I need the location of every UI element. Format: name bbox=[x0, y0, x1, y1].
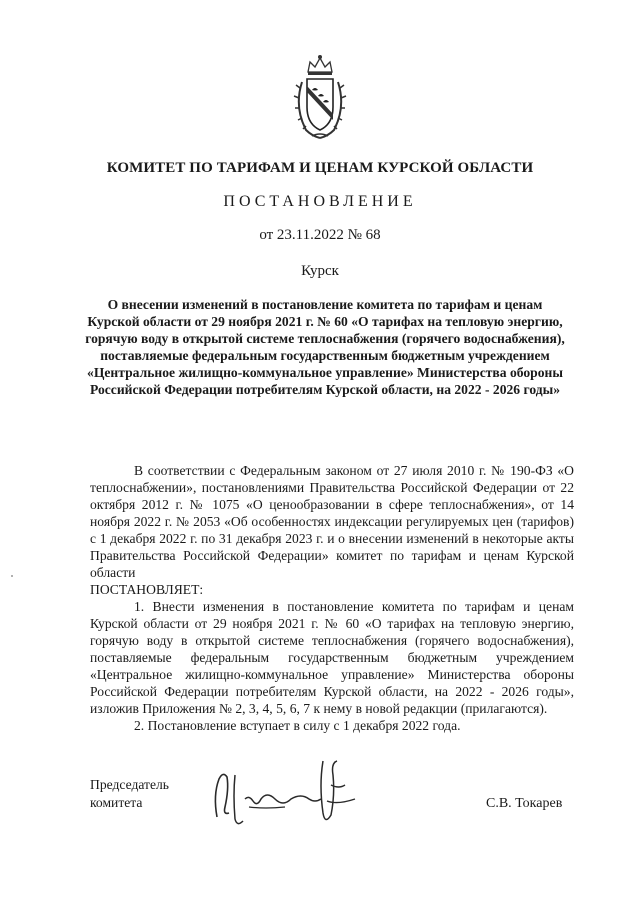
scan-dot-mark bbox=[10, 574, 14, 578]
signatory-title-line-2: комитета bbox=[90, 795, 143, 810]
signatory-title-line-1: Председатель bbox=[90, 777, 169, 792]
item-2-paragraph: 2. Постановление вступает в силу с 1 декабря 2022 года. bbox=[134, 718, 461, 733]
signatory-name: С.В. Токарев bbox=[486, 796, 563, 811]
document-subject: О внесении изменений в постановление комитета по тарифам и ценам Курской области от 29 ноября 2021 г. № 60 «О тарифах на тепловую энергию, горячую воду в открытой системе теплоснабжения (горячего водоснабжения), поставляемые федеральным государственным бюджетным учреждением «Центральное жилищно-коммунальное управление» Министерства обороны Российской Федерации потребителям Курской области, на 2022 - 2026 годы» bbox=[85, 297, 565, 397]
committee-name: КОМИТЕТ ПО ТАРИФАМ И ЦЕНАМ КУРСКОЙ ОБЛАСТИ bbox=[106, 160, 534, 176]
resolves-heading: ПОСТАНОВЛЯЕТ: bbox=[90, 582, 204, 597]
document-city: Курск bbox=[301, 263, 339, 279]
document-body bbox=[90, 462, 574, 734]
document-type: ПОСТАНОВЛЕНИЕ bbox=[223, 193, 417, 210]
coat-of-arms-emblem bbox=[290, 52, 350, 142]
document-date-number: от 23.11.2022 № 68 bbox=[259, 227, 381, 243]
handwritten-signature bbox=[205, 755, 365, 835]
preamble-paragraph: В соответствии с Федеральным законом от 27 июля 2010 г. № 190-ФЗ «О теплоснабжении», постановлениями Правительства Российской Федерации от 22 октября 2012 г. № 1075 «О ценообразовании в сфере теплоснабжения», от 14 ноября 2022 г. № 2053 «Об особенностях индексации регулируемых цен (тарифов) с 1 декабря 2022 г. по 31 декабря 2023 г. и о внесении изменений в некоторые акты Правительства Российской Федерации» комитет по тарифам и ценам Курской области bbox=[90, 463, 574, 580]
item-1-paragraph: 1. Внести изменения в постановление комитета по тарифам и ценам Курской области от 29 ноября 2021 г. № 60 «О тарифах на тепловую энергию, горячую воду в открытой системе теплоснабжения (горячего водоснабжения), поставляемые федеральным государственным бюджетным учреждением «Центральное жилищно-коммунальное управление» Министерства обороны Российской Федерации потребителям Курской области, на 2022 - 2026 годы», изложив Приложения № 2, 3, 4, 5, 6, 7 к нему в новой редакции (прилагаются). bbox=[90, 599, 574, 716]
signatory-title bbox=[90, 776, 169, 812]
